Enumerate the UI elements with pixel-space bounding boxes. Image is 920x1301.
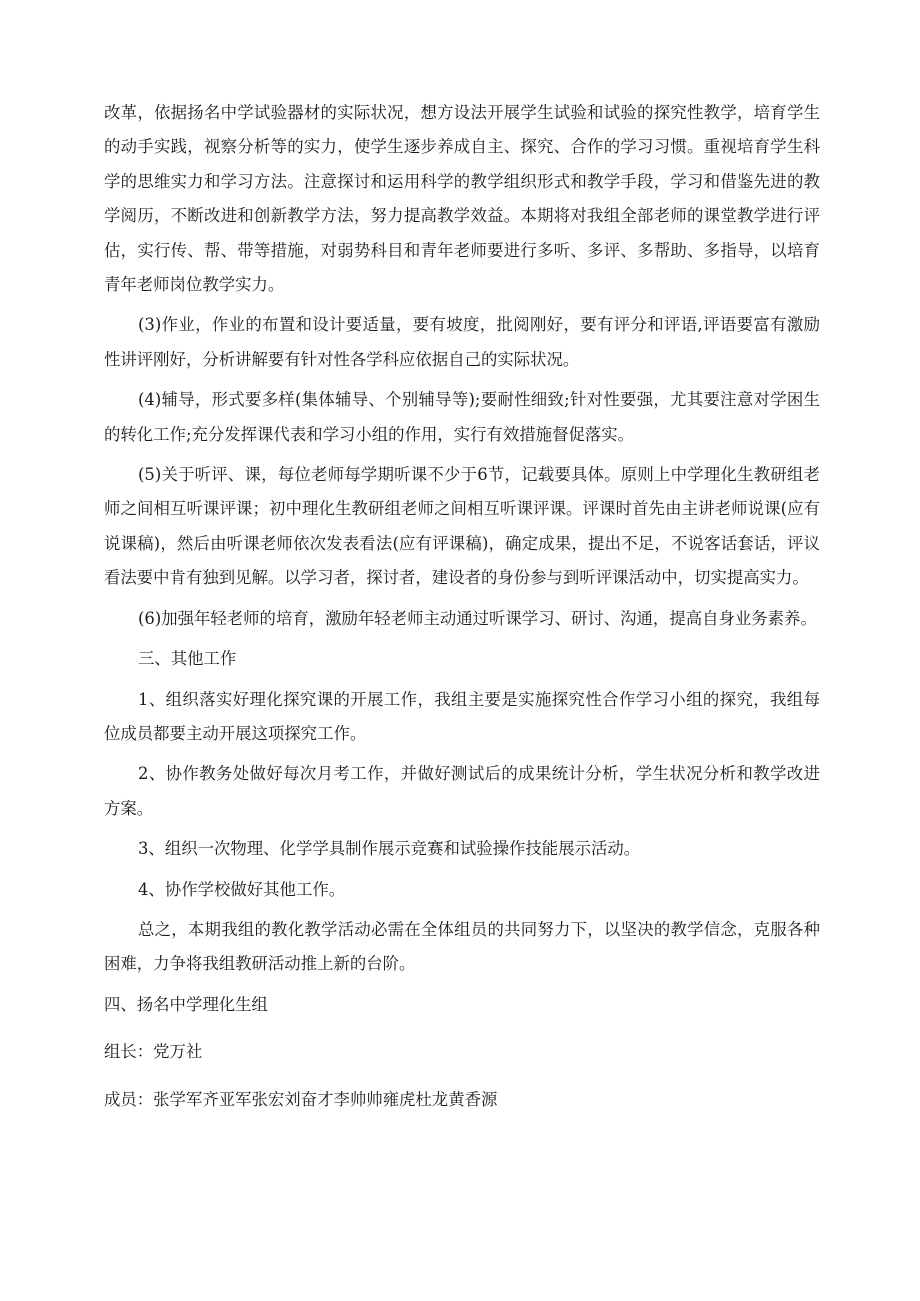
list-item-2: 2、协作教务处做好每次月考工作，并做好测试后的成果统计分析，学生状况分析和教学改进方案。 [104,764,820,818]
document-body [104,96,820,1117]
group-members: 成员：张学军齐亚军张宏刘奋才李帅帅雍虎杜龙黄香源 [104,1089,498,1109]
list-item-1: 1、组织落实好理化探究课的开展工作，我组主要是实施探究性合作学习小组的探究，我组每位成员都要主动开展这项探究工作。 [104,689,820,743]
section-heading-group: 四、扬名中学理化生组 [104,994,268,1014]
paragraph-homework: (3)作业，作业的布置和设计要适量，要有坡度，批阅刚好，要有评分和评语,评语要富有激励性讲评刚好，分析讲解要有针对性各学科应依据自己的实际状况。 [104,315,820,369]
list-item-4: 4、协作学校做好其他工作。 [138,879,346,899]
section-heading-other-work: 三、其他工作 [138,649,237,669]
paragraph-young-teachers: (6)加强年轻老师的培育，激励年轻老师主动通过听课学习、研讨、沟通，提高自身业务素养。 [138,608,817,628]
list-item-3: 3、组织一次物理、化学学具制作展示竞赛和试验操作技能展示活动。 [138,839,641,859]
paragraph-continuation: 改革，依据扬名中学试验器材的实际状况，想方设法开展学生试验和试验的探究性教学，培育学生的动手实践，视察分析等的实力，使学生逐步养成自主、探究、合作的学习习惯。重视培育学生科学的思维实力和学习方法。注意探讨和运用科学的教学组织形式和教学手段，学习和借鉴先进的教学阅历，不断改进和创新教学方法，努力提高教学效益。本期将对我组全部老师的课堂教学进行评估，实行传、帮、带等措施，对弱势科目和青年老师要进行多听、多评、多帮助、多指导，以培育青年老师岗位教学实力。 [104,103,820,295]
paragraph-summary: 总之，本期我组的教化教学活动必需在全体组员的共同努力下，以坚决的教学信念，克服各种困难，力争将我组教研活动推上新的台阶。 [104,919,820,974]
group-leader: 组长：党万社 [104,1042,203,1062]
paragraph-tutoring: (4)辅导，形式要多样(集体辅导、个别辅导等);要耐性细致;针对性要强，尤其要注意对学困生的转化工作;充分发挥课代表和学习小组的作用，实行有效措施督促落实。 [104,390,820,444]
paragraph-lesson-observation: (5)关于听评、课，每位老师每学期听课不少于6节，记载要具体。原则上中学理化生教研组老师之间相互听课评课；初中理化生教研组老师之间相互听课评课。评课时首先由主讲老师说课(应有说课稿)，然后由听课老师依次发表看法(应有评课稿)，确定成果，提出不足，不说客话套话，评议看法要中肯有独到见解。以学习者，探讨者，建设者的身份参与到听评课活动中，切实提高实力。 [104,465,820,588]
